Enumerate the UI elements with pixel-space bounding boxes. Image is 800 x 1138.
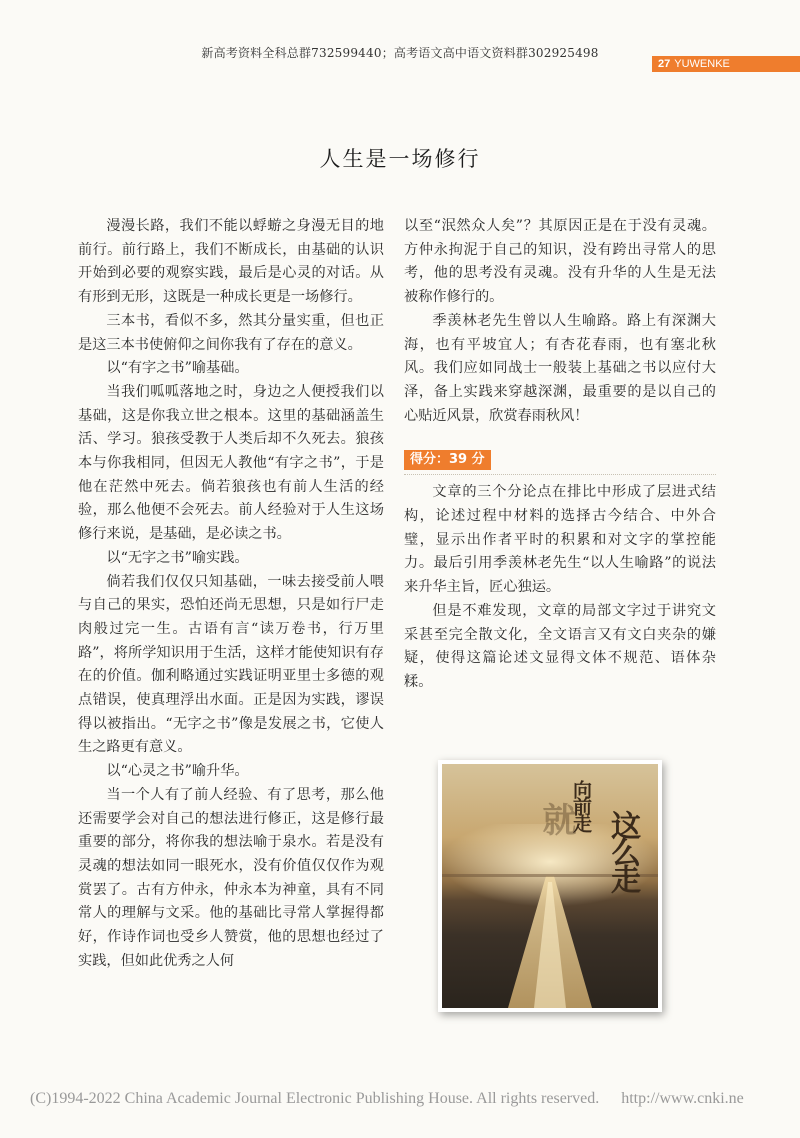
section-name: YUWENKE xyxy=(674,58,730,70)
paragraph: 当我们呱呱落地之时，身边之人便授我们以基础，这是你我立世之根本。这里的基础涵盖生活、学习。狼孩受教于人类后却不久死去。狼孩本与你我相同，但因无人教他“有字之书”，于是他在茫然中死去。倘若狼孩也有前人生活的经验，那么他便不会死去。前人经验对于人生这场修行来说，是基础，是必读之书。 xyxy=(78,383,384,543)
page-number: 27 xyxy=(658,58,671,70)
left-column xyxy=(78,215,384,974)
footer xyxy=(30,1090,800,1108)
header-text: 新高考资料全科总群732599440；高考语文高中语文资料群302925498 xyxy=(201,46,599,60)
paragraph: 三本书，看似不多，然其分量实重，但也正是这三本书使俯仰之间你我有了存在的意义。 xyxy=(78,312,384,353)
paragraph: 以“有字之书”喻基础。 xyxy=(106,360,249,377)
paragraph-continuation: 以至“泯然众人矣”？其原因正是在于没有灵魂。方仲永拘泥于自己的知识，没有跨出寻常人的思考，他的思考没有灵魂。没有升华的人生是无法被称作修行的。 xyxy=(404,218,716,306)
footer-url: http://www.cnki.ne xyxy=(621,1090,744,1107)
paragraph: 以“无字之书”喻实践。 xyxy=(106,549,249,566)
divider xyxy=(404,474,716,475)
review-section xyxy=(404,448,716,694)
right-column xyxy=(404,215,716,695)
review-paragraph: 文章的三个分论点在排比中形成了层进式结构，论述过程中材料的选择古今结合、中外合璧，显示出作者平时的积累和对文字的掌控能力。最后引用季羡林老先生“以人生喻路”的说法来升华主旨，匠心独运。 xyxy=(404,484,716,596)
article-title: 人生是一场修行 xyxy=(319,147,481,171)
cover-text-main: 这么走 xyxy=(605,810,640,891)
review-paragraph: 但是不难发现，文章的局部文字过于讲究文采甚至完全散文化，全文语言又有文白夹杂的嫌疑，使得这篇论述文显得文体不规范、语体杂糅。 xyxy=(404,602,716,690)
paragraph: 当一个人有了前人经验、有了思考，那么他还需要学会对自己的想法进行修正，这是修行最重要的部分，将你我的想法喻于泉水。若是没有灵魂的想法如同一眼死水，没有价值仅仅作为观赏罢了。古有方仲永，仲永本为神童，具有不同常人的理解与文采。他的基础比寻常人掌握得都好，作诗作词也受乡人赞赏，他的思想也经过了实践，但如此优秀之人何 xyxy=(78,786,384,969)
cover-text-top: 向前走 xyxy=(570,780,592,831)
paragraph: 倘若我们仅仅只知基础，一味去接受前人喂与自己的果实，恐怕还尚无思想，只是如行尸走肉般过完一生。古语有言“读万卷书，行万里路”，将所学知识用于生活，这样才能使知识有存在的价值。伽利略通过实践证明亚里士多德的观点错误，使真理浮出水面。正是因为实践，谬误得以被指出。“无字之书”像是发展之书，它使人生之路更有意义。 xyxy=(78,573,384,756)
score-badge: 得分：39 分 xyxy=(404,450,491,470)
book-cover-image xyxy=(438,760,662,1012)
paragraph: 漫漫长路，我们不能以蜉蝣之身漫无目的地前行。前行路上，我们不断成长，由基础的认识开始到必要的观察实践，最后是心灵的对话。从有形到无形，这既是一种成长更是一场修行。 xyxy=(78,218,384,306)
cover-text-large: 就 xyxy=(536,802,576,836)
page-tag xyxy=(652,56,800,72)
paragraph: 季羡林老先生曾以人生喻路。路上有深渊大海，也有平坡宜人；有杏花春雨，也有塞北秋风。我们应如同战士一般装上基础之书以应付大泽，备上实践来穿越深渊，最重要的是以自己的心贴近风景，欣赏春雨秋风！ xyxy=(404,312,716,424)
copyright-text: (C)1994-2022 China Academic Journal Electronic Publishing House. All rights reserved. xyxy=(30,1090,600,1107)
paragraph: 以“心灵之书”喻升华。 xyxy=(106,763,249,780)
